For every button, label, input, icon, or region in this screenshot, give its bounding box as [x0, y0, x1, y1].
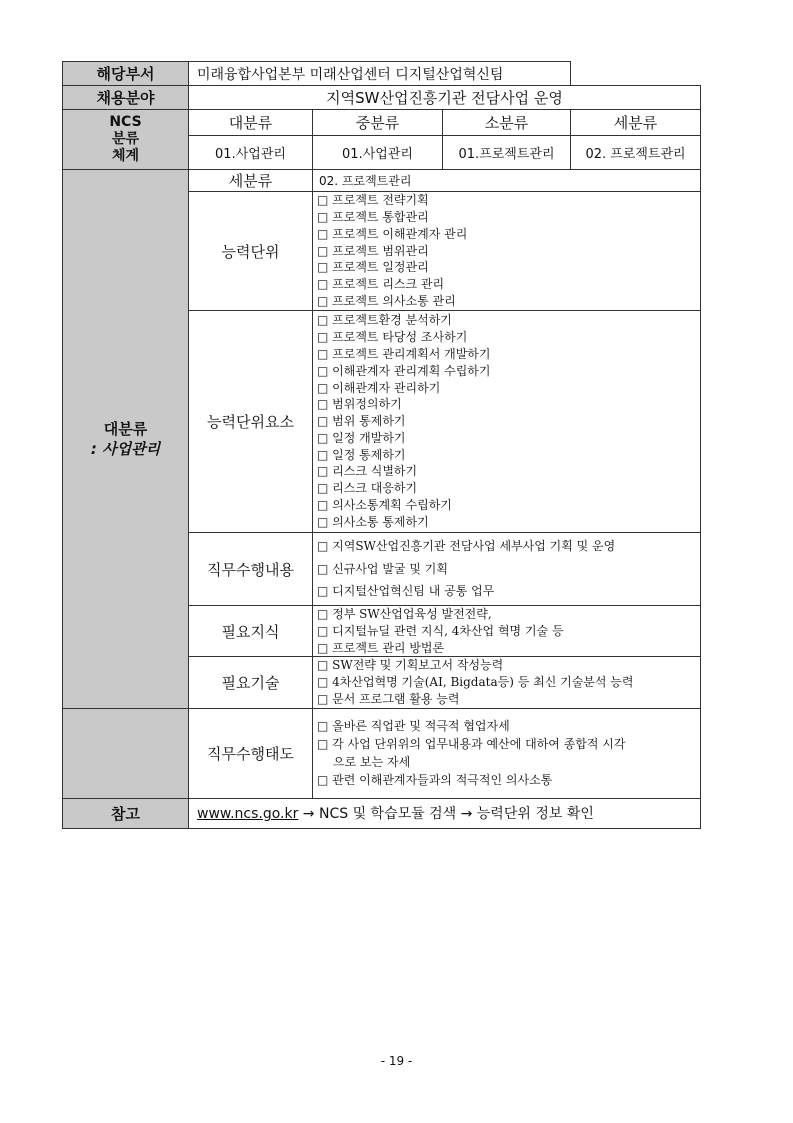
ncs-label: NCS 분류 체계 [63, 110, 189, 170]
class-header-large: 대분류 [189, 110, 313, 136]
list-item: □ 프로젝트환경 분석하기 [317, 313, 452, 328]
list-item: □ 문서 프로그램 활용 능력 [317, 691, 460, 706]
list-item: □ 일정 개발하기 [317, 430, 406, 445]
class-header-detail: 세분류 [571, 110, 701, 136]
dept-value: 미래융합사업본부 미래산업센터 디지털산업혁신팀 [189, 62, 571, 86]
list-item: □ 프로젝트 이해관계자 관리 [317, 226, 468, 241]
elements-list [313, 311, 701, 533]
knowledge-label: 필요지식 [189, 606, 313, 657]
list-item: □ 올바른 직업관 및 적극적 협업자세 [317, 719, 510, 734]
ncs-link[interactable]: www.ncs.go.kr [197, 806, 299, 823]
ncs-table [62, 61, 701, 829]
attitude-side-cell [63, 708, 189, 798]
reference-cell [189, 798, 701, 828]
attitude-list [313, 708, 701, 798]
reference-label: 참고 [63, 798, 189, 828]
list-item: □ 의사소통계획 수립하기 [317, 498, 452, 513]
list-item: □ 일정 통제하기 [317, 447, 406, 462]
sub-value: 02. 프로젝트관리 [313, 170, 701, 192]
category-label: 대분류 [103, 419, 148, 438]
class-value-detail: 02. 프로젝트관리 [571, 136, 701, 170]
duties-list [313, 533, 701, 606]
list-item: □ 프로젝트 전략기획 [317, 193, 429, 208]
page-number: - 19 - [380, 1054, 413, 1068]
field-label: 채용분야 [63, 86, 189, 110]
skills-list [313, 657, 701, 708]
list-item: □ 프로젝트 타당성 조사하기 [317, 330, 468, 345]
units-list [313, 192, 701, 311]
list-item: □ 디지털뉴딜 관련 지식, 4차산업 혁명 기술 등 [317, 623, 564, 638]
list-item: □ 프로젝트 의사소통 관리 [317, 293, 456, 308]
class-header-medium: 중분류 [313, 110, 443, 136]
list-item: □ 4차산업혁명 기술(AI, Bigdata등) 등 최신 기술분석 능력 [317, 675, 634, 690]
list-item: □ 지역SW산업진흥기관 전담사업 세부사업 기획 및 운영 [317, 538, 616, 553]
list-item: □ 디지털산업혁신팀 내 공통 업무 [317, 584, 495, 599]
class-value-small: 01.프로젝트관리 [443, 136, 571, 170]
list-item: □ 이해관계자 관리하기 [317, 380, 441, 395]
list-item: □ 신규사업 발굴 및 기획 [317, 561, 448, 576]
sub-label: 세분류 [189, 170, 313, 192]
list-item: □ 프로젝트 관리계획서 개발하기 [317, 346, 491, 361]
list-item: □ 이해관계자 관리계획 수립하기 [317, 363, 491, 378]
list-item: □ SW전략 및 기획보고서 작성능력 [317, 658, 504, 673]
duties-label: 직무수행내용 [189, 533, 313, 606]
list-item: □ 범위정의하기 [317, 397, 402, 412]
list-item: □ 관련 이해관계자들과의 적극적인 의사소통 [317, 773, 553, 788]
list-item: □ 프로젝트 범위관리 [317, 243, 429, 258]
list-item: □ 프로젝트 통합관리 [317, 210, 429, 224]
class-value-large: 01.사업관리 [189, 136, 313, 170]
list-item: □ 프로젝트 리스크 관리 [317, 277, 445, 292]
dept-label: 해당부서 [63, 62, 189, 86]
list-item: □ 각 사업 단위위의 업무내용과 예산에 대하여 종합적 시각 [317, 737, 626, 752]
list-item: □ 의사소통 통제하기 [317, 514, 429, 529]
list-item: 으로 보는 자세 [333, 755, 411, 770]
skills-label: 필요기술 [189, 657, 313, 708]
attitude-label: 직무수행태도 [189, 708, 313, 798]
category-value: : 사업관리 [90, 439, 161, 458]
class-value-medium: 01.사업관리 [313, 136, 443, 170]
units-label: 능력단위 [189, 192, 313, 311]
field-value: 지역SW산업진흥기관 전담사업 운영 [189, 86, 701, 110]
list-item: □ 범위 통제하기 [317, 414, 406, 429]
elements-label: 능력단위요소 [189, 311, 313, 533]
reference-text: → NCS 및 학습모듈 검색 → 능력단위 정보 확인 [298, 806, 594, 823]
list-item: □ 프로젝트 일정관리 [317, 260, 429, 275]
list-item: □ 프로젝트 관리 방법론 [317, 640, 445, 655]
list-item: □ 리스크 대응하기 [317, 481, 418, 496]
list-item: □ 리스크 식별하기 [317, 464, 418, 479]
category-cell [63, 170, 189, 709]
list-item: □ 정부 SW산업업육성 발전전략, [317, 607, 492, 621]
knowledge-list [313, 606, 701, 657]
class-header-small: 소분류 [443, 110, 571, 136]
